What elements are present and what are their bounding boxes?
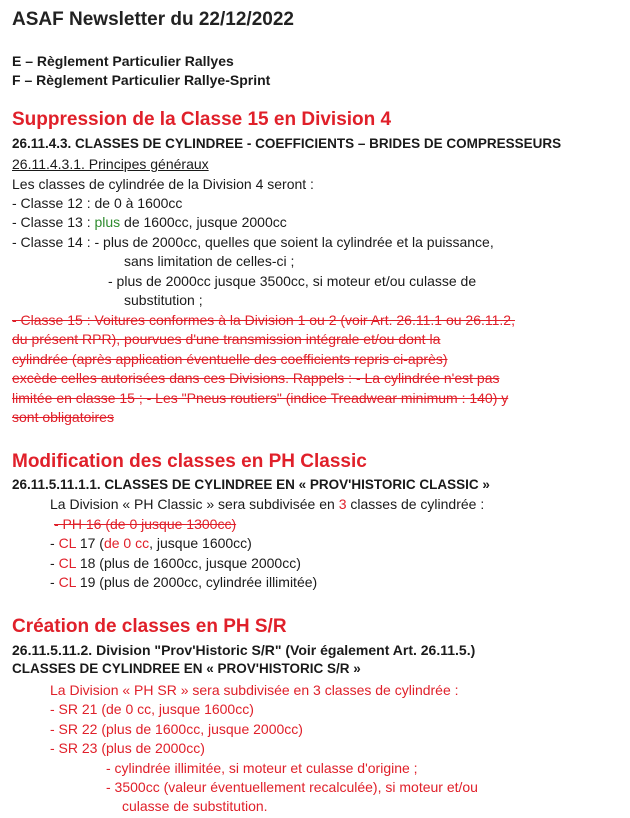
- classe-15-struck-3: cylindrée (après application éventuelle des coefficients repris ci-après): [12, 351, 448, 367]
- article-ref-26-11-4-3-1: 26.11.4.3.1. Principes généraux: [12, 156, 209, 172]
- ph-sr-classes-heading: CLASSES DE CYLINDREE EN « PROV'HISTORIC S/R »: [12, 661, 361, 676]
- sr-23-option-1: - cylindrée illimitée, si moteur et culasse d'origine ;: [106, 760, 418, 776]
- cl-17-line: - CL 17 (de 0 cc, jusque 1600cc): [50, 535, 252, 551]
- cl-19-line: - CL 19 (plus de 2000cc, cylindrée illimitée): [50, 574, 318, 590]
- sr-23-line: - SR 23 (plus de 2000cc): [50, 740, 205, 756]
- ph-classic-intro: La Division « PH Classic » sera subdivisée en 3 classes de cylindrée :: [50, 496, 485, 512]
- plus-highlight: plus: [94, 214, 121, 230]
- division-4-intro: Les classes de cylindrée de la Division 4 seront :: [12, 176, 314, 192]
- classe-14-line-2: sans limitation de celles-ci ;: [124, 253, 295, 269]
- classe-14-line-1: - Classe 14 : - plus de 2000cc, quelles que soient la cylindrée et la puissance,: [12, 234, 494, 250]
- classe-15-struck-1: - Classe 15 : Voitures conformes à la Division 1 ou 2 (voir Art. 26.11.1 ou 26.11.2,: [12, 312, 515, 328]
- ph-16-struck: - PH 16 (de 0 jusque 1300cc): [54, 516, 237, 532]
- article-ref-26-11-5-11-2: 26.11.5.11.2. Division "Prov'Historic S/R" (Voir également Art. 26.11.5.): [12, 642, 476, 658]
- classe-15-struck-2: du présent RPR), pourvues d'une transmission intégrale et/ou dont la: [12, 331, 441, 347]
- classe-13-line: - Classe 13 : plus de 1600cc, jusque 2000cc: [12, 214, 287, 230]
- heading-suppression-classe-15: Suppression de la Classe 15 en Division 4: [12, 109, 392, 130]
- classe-15-struck-6: sont obligatoires: [12, 409, 114, 425]
- classe-14-line-3: - plus de 2000cc jusque 3500cc, si moteur et/ou culasse de: [108, 273, 477, 289]
- classe-14-line-4: substitution ;: [124, 292, 203, 308]
- cl-18-line: - CL 18 (plus de 1600cc, jusque 2000cc): [50, 555, 301, 571]
- section-e-label: E – Règlement Particulier Rallyes: [12, 53, 234, 69]
- article-ref-26-11-5-11-1-1: 26.11.5.11.1.1. CLASSES DE CYLINDREE EN « PROV'HISTORIC CLASSIC »: [12, 477, 490, 492]
- heading-ph-sr: Création de classes en PH S/R: [12, 616, 287, 637]
- sr-23-option-2: - 3500cc (valeur éventuellement recalculée), si moteur et/ou: [106, 779, 478, 795]
- classe-15-struck-5: limitée en classe 15 ; - Les "Pneus routiers" (indice Treadwear minimum : 140) y: [12, 390, 509, 406]
- sr-21-line: - SR 21 (de 0 cc, jusque 1600cc): [50, 701, 254, 717]
- heading-ph-classic: Modification des classes en PH Classic: [12, 451, 367, 472]
- newsletter-title: ASAF Newsletter du 22/12/2022: [12, 9, 294, 30]
- sr-22-line: - SR 22 (plus de 1600cc, jusque 2000cc): [50, 721, 303, 737]
- ph-sr-intro: La Division « PH SR » sera subdivisée en 3 classes de cylindrée :: [50, 682, 459, 698]
- classe-15-struck-4: excède celles autorisées dans ces Divisions. Rappels : - La cylindrée n'est pas: [12, 370, 500, 386]
- classe-12-line: - Classe 12 : de 0 à 1600cc: [12, 195, 183, 211]
- sr-23-option-2-cont: culasse de substitution.: [122, 798, 268, 814]
- article-ref-26-11-4-3: 26.11.4.3. CLASSES DE CYLINDREE - COEFFICIENTS – BRIDES DE COMPRESSEURS: [12, 136, 562, 151]
- section-f-label: F – Règlement Particulier Rallye-Sprint: [12, 72, 271, 88]
